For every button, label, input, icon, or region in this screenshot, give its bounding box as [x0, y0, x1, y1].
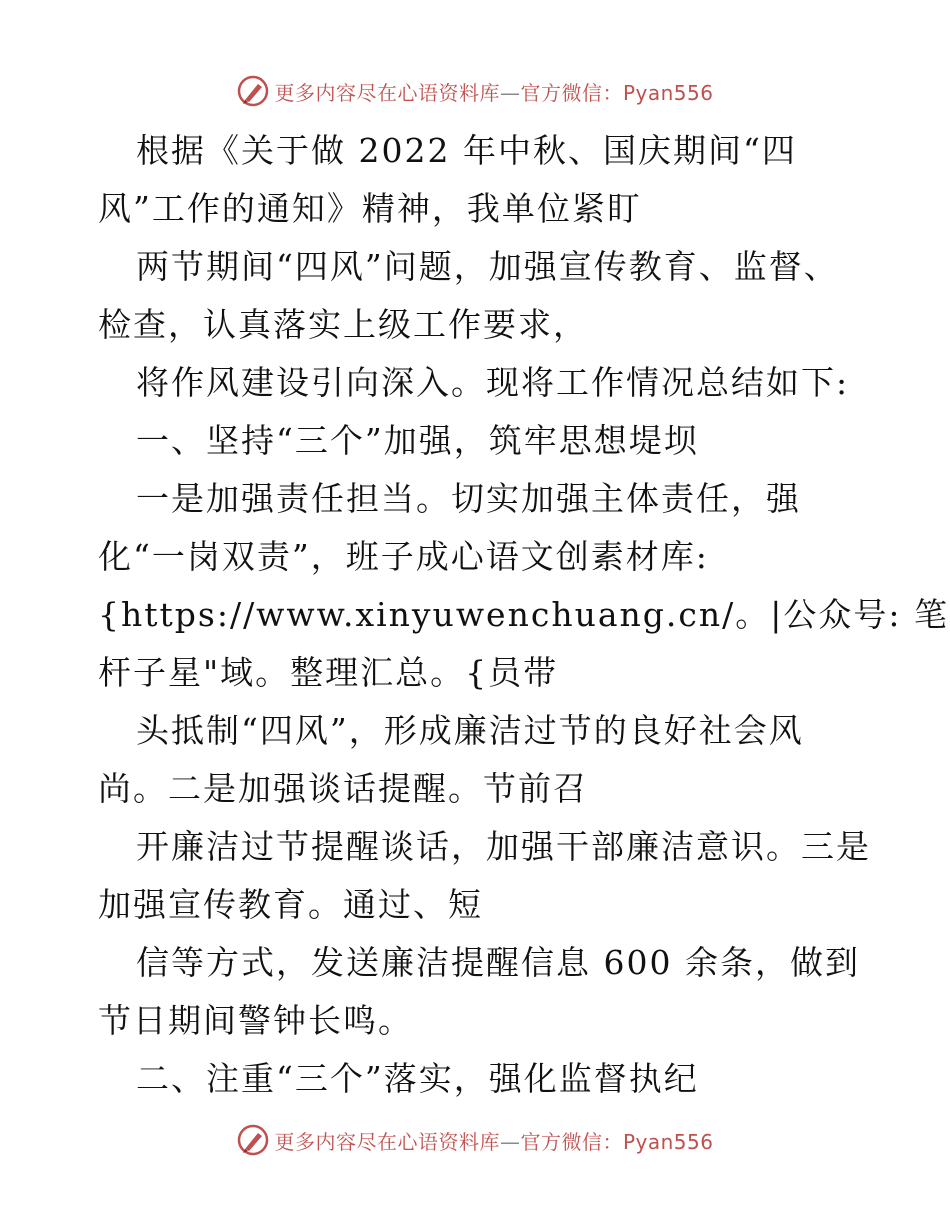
footer-banner — [0, 1123, 950, 1157]
header-banner-dash: — — [499, 80, 521, 105]
paragraph-line: 化“一岗双责”，班子成心语文创素材库: — [98, 537, 709, 576]
header-banner-wechat: 官方微信：Pyan556 — [520, 80, 714, 105]
paragraph-line: 杆子星"域。整理汇总。{员带 — [98, 653, 559, 692]
paragraph-line: 头抵制“四风”，形成廉洁过节的良好社会风 — [136, 711, 804, 750]
footer-banner-wechat: 官方微信：Pyan556 — [520, 1129, 714, 1154]
paragraph-line: 将作风建设引向深入。现将工作情况总结如下: — [136, 363, 850, 402]
paragraph-line: 节日期间警钟长鸣。 — [98, 1001, 413, 1040]
paragraph-line: 开廉洁过节提醒谈话，加强干部廉洁意识。三是 — [136, 827, 871, 866]
paragraph-line: 两节期间“四风”问题，加强宣传教育、监督、 — [136, 247, 839, 286]
paragraph-line: {https://www.xinyuwenchuang.cn/。|公众号: 笔 — [98, 595, 949, 634]
paragraph-line: 二、注重“三个”落实，强化监督执纪 — [136, 1059, 699, 1098]
paragraph-line: 一是加强责任担当。切实加强主体责任，强 — [136, 479, 801, 518]
pen-logo-icon — [236, 74, 270, 108]
header-banner-main: 更多内容尽在心语资料库 — [274, 80, 500, 105]
paragraph-line: 风”工作的通知》精神，我单位紧盯 — [98, 189, 642, 228]
header-banner — [0, 74, 950, 108]
paragraph-line: 检查，认真落实上级工作要求， — [98, 305, 588, 344]
document-body — [98, 122, 949, 1108]
paragraph-line: 尚。二是加强谈话提醒。节前召 — [98, 769, 588, 808]
paragraph-line: 根据《关于做 2022 年中秋、国庆期间“四 — [136, 131, 797, 170]
paragraph-line: 一、坚持“三个”加强，筑牢思想堤坝 — [136, 421, 699, 460]
paragraph-line: 加强宣传教育。通过、短 — [98, 885, 483, 924]
paragraph-line: 信等方式，发送廉洁提醒信息 600 余条，做到 — [136, 943, 860, 982]
footer-banner-main: 更多内容尽在心语资料库 — [274, 1129, 500, 1154]
footer-banner-dash: — — [499, 1129, 521, 1154]
pen-logo-icon — [236, 1123, 270, 1157]
